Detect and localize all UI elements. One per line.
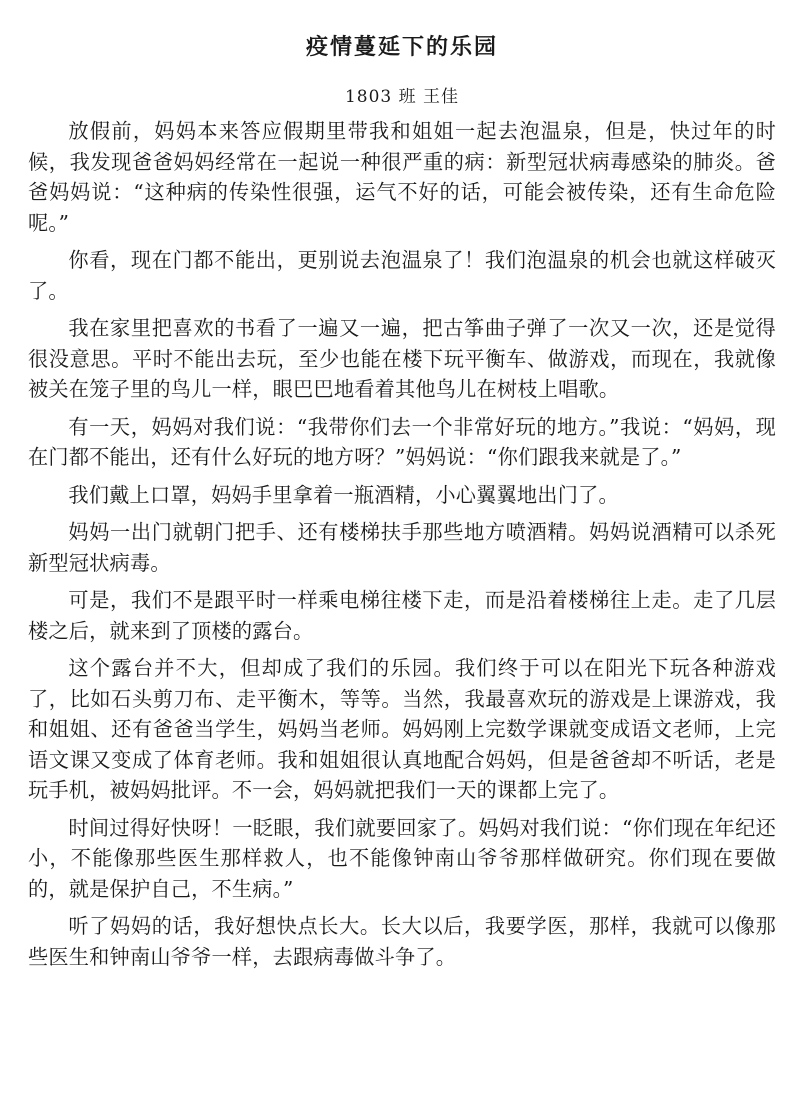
document-body — [28, 116, 776, 972]
paragraph: 妈妈一出门就朝门把手、还有楼梯扶手那些地方喷酒精。妈妈说酒精可以杀死新型冠状病毒。 — [28, 520, 776, 575]
paragraph: 你看，现在门都不能出，更别说去泡温泉了！我们泡温泉的机会也就这样破灭了。 — [28, 248, 776, 303]
paragraph: 我在家里把喜欢的书看了一遍又一遍，把古筝曲子弹了一次又一次，还是觉得很没意思。平时不能出去玩，至少也能在楼下玩平衡车、做游戏，而现在，我就像被关在笼子里的鸟儿一样，眼巴巴地看着其他鸟儿在树枝上唱歌。 — [28, 316, 776, 401]
document-title: 疫情蔓延下的乐园 — [305, 34, 498, 60]
paragraph: 有一天，妈妈对我们说：“我带你们去一个非常好玩的地方。”我说：“妈妈，现在门都不能出，还有什么好玩的地方呀？”妈妈说：“你们跟我来就是了。” — [28, 414, 776, 469]
author-byline: 1803 班 王佳 — [344, 87, 460, 107]
paragraph: 我们戴上口罩，妈妈手里拿着一瓶酒精，小心翼翼地出门了。 — [68, 482, 619, 507]
paragraph: 这个露台并不大，但却成了我们的乐园。我们终于可以在阳光下玩各种游戏了，比如石头剪刀布、走平衡木，等等。当然，我最喜欢玩的游戏是上课游戏，我和姐姐、还有爸爸当学生，妈妈当老师。妈妈刚上完数学课就变成语文老师，上完语文课又变成了体育老师。我和姐姐很认真地配合妈妈，但是爸爸却不听话，老是玩手机，被妈妈批评。不一会，妈妈就把我们一天的课都上完了。 — [28, 656, 776, 802]
paragraph: 时间过得好快呀！一眨眼，我们就要回家了。妈妈对我们说：“你们现在年纪还小，不能像那些医生那样救人，也不能像钟南山爷爷那样做研究。你们现在要做的，就是保护自己，不生病。” — [28, 815, 776, 901]
paragraph: 听了妈妈的话，我好想快点长大。长大以后，我要学医，那样，我就可以像那些医生和钟南山爷爷一样，去跟病毒做斗争了。 — [28, 914, 776, 969]
paragraph: 可是，我们不是跟平时一样乘电梯往楼下走，而是沿着楼梯往上走。走了几层楼之后，就来到了顶楼的露台。 — [28, 588, 776, 643]
paragraph: 放假前，妈妈本来答应假期里带我和姐姐一起去泡温泉，但是，快过年的时候，我发现爸爸妈妈经常在一起说一种很严重的病：新型冠状病毒感染的肺炎。爸爸妈妈说：“这种病的传染性很强，运气不好的话，可能会被传染，还有生命危险呢。” — [28, 119, 776, 235]
